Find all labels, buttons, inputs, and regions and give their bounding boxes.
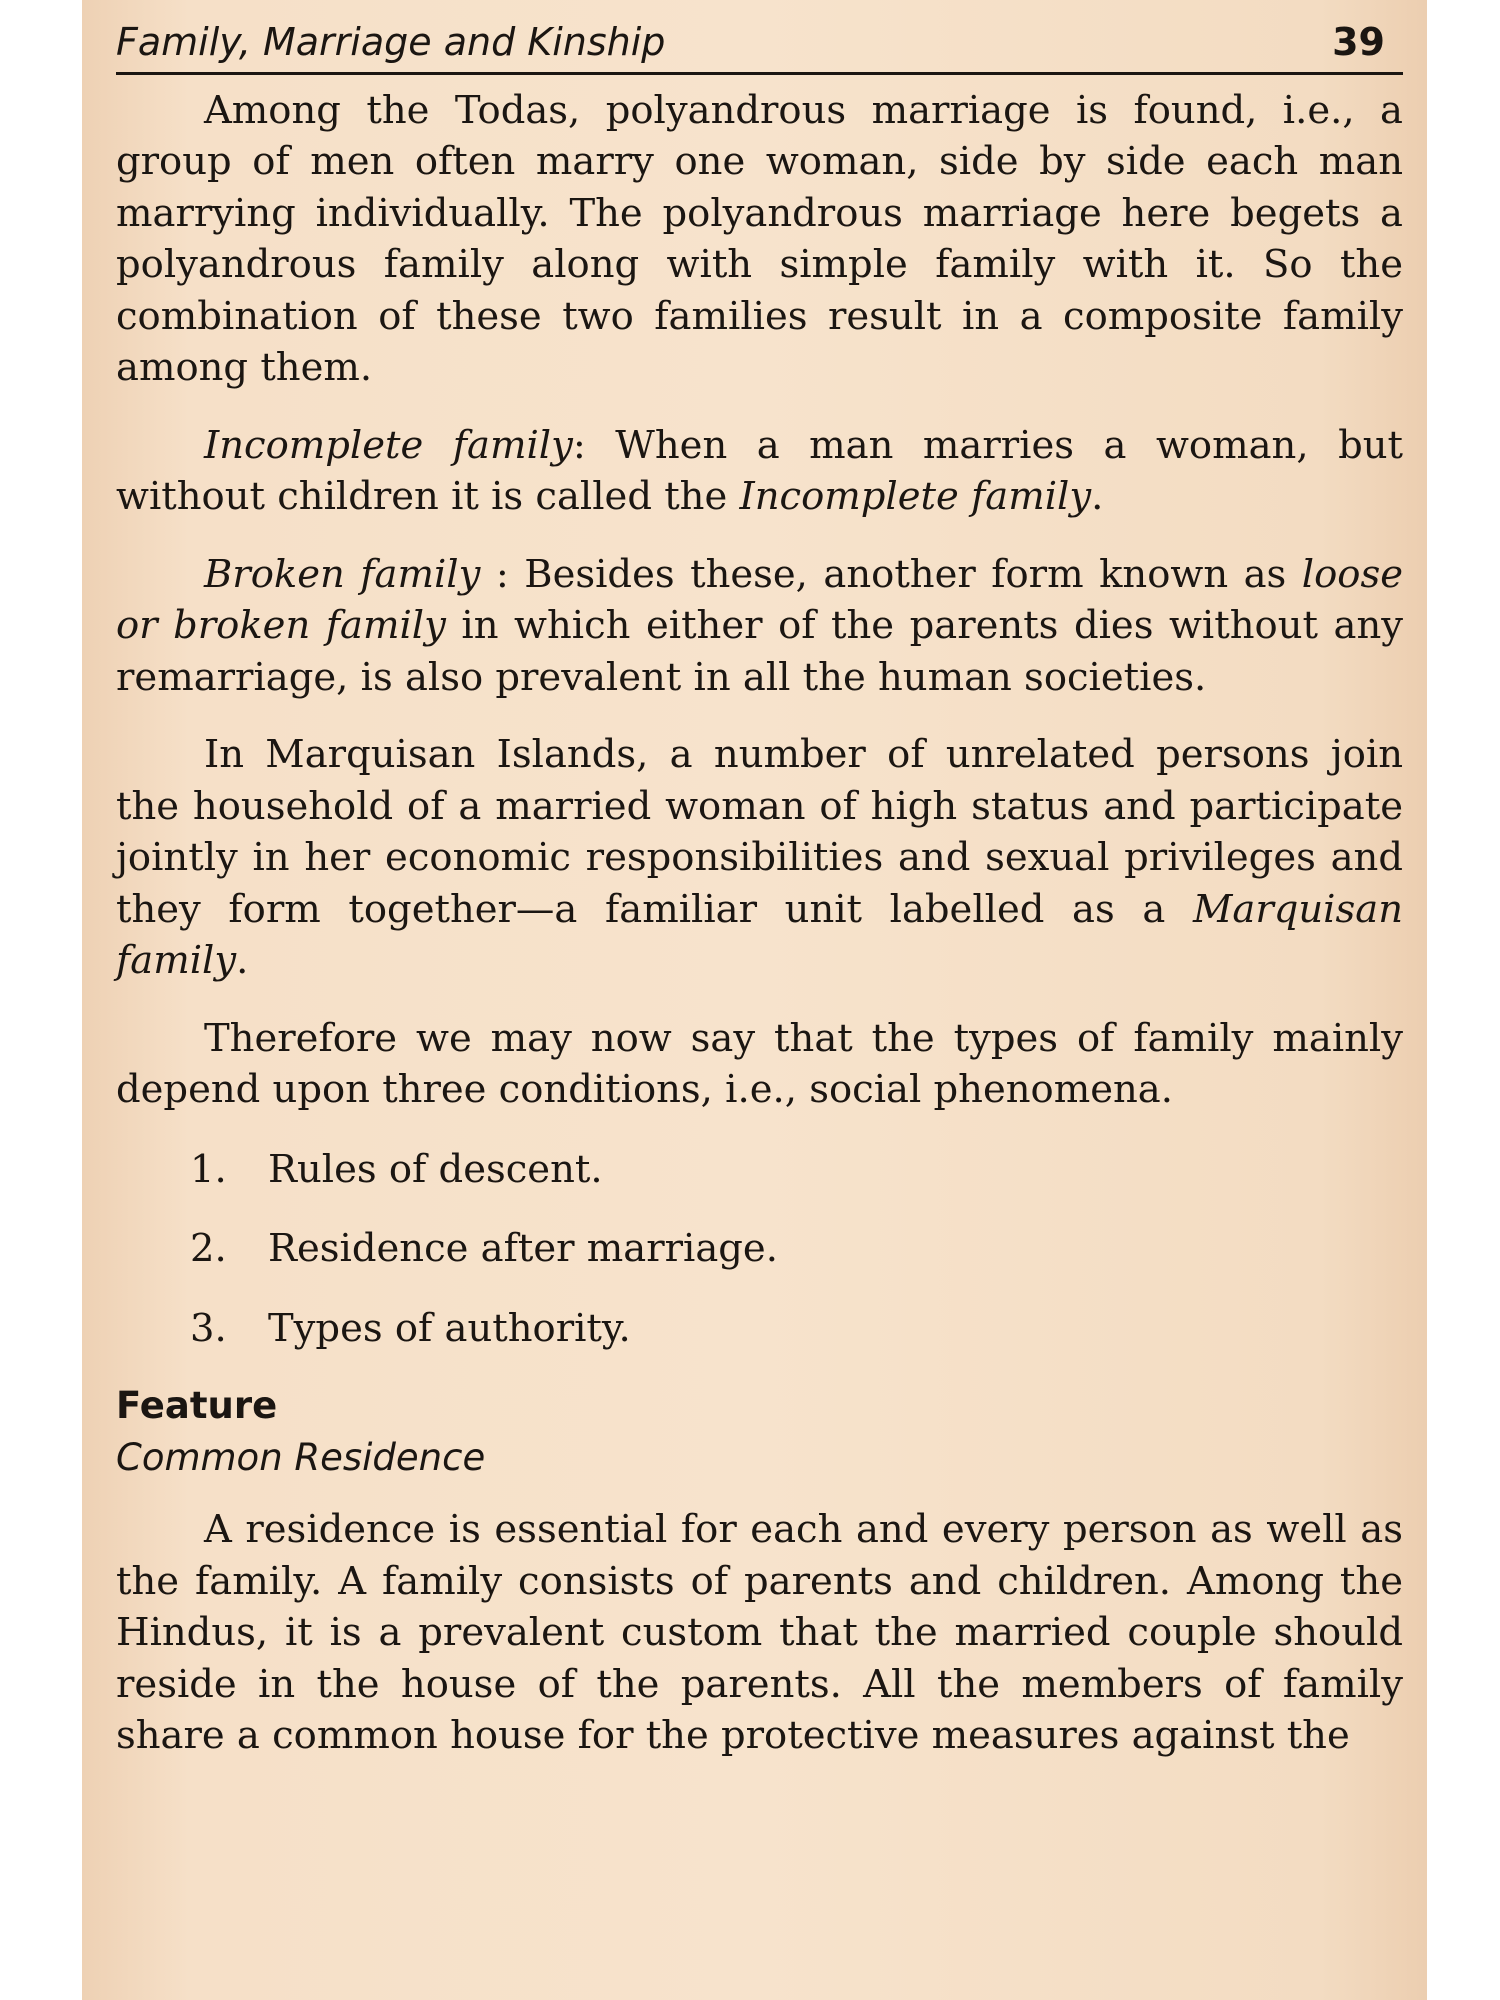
term-loose-broken-family: loose or broken family bbox=[116, 551, 1404, 649]
section-heading-feature: Feature bbox=[116, 1384, 278, 1428]
term-incomplete-family-2: Incomplete family bbox=[739, 474, 1092, 520]
list-item bbox=[190, 1144, 1403, 1196]
subheading-common-residence: Common Residence bbox=[116, 1436, 486, 1480]
list-number: 1. bbox=[190, 1146, 227, 1192]
paragraph-broken-family bbox=[116, 549, 1403, 704]
list-item bbox=[190, 1223, 1403, 1275]
broken-family-text-1: : Besides these, another form known as bbox=[480, 551, 1302, 597]
paragraph-therefore: Therefore we may now say that the types of family mainly depend upon three conditions, i.e., social phenomena. bbox=[116, 1015, 1403, 1113]
list-number: 2. bbox=[190, 1226, 227, 1272]
book-page bbox=[82, 0, 1427, 2000]
list-text: Rules of descent. bbox=[268, 1146, 603, 1192]
list-item bbox=[190, 1303, 1403, 1355]
paragraph-todas: Among the Todas, polyandrous marriage is found, i.e., a group of men often marry one woman, side by side each man marrying individually. The polyandrous marriage here begets a polyandrous family along with simple family with it. So the combination of these two families result in a composite family among them. bbox=[116, 87, 1403, 391]
page-body bbox=[116, 85, 1403, 1762]
term-incomplete-family: Incomplete family bbox=[204, 422, 573, 468]
paragraph-marquisan bbox=[116, 729, 1403, 987]
paragraph-common-residence: A residence is essential for each and every person as well as the family. A family consists of parents and children. Among the Hindus, it is a prevalent custom that the married couple should reside in the house of the parents. All the members of family share a common house for the protective measures against the bbox=[116, 1507, 1403, 1759]
running-head bbox=[116, 22, 1403, 75]
broken-family-text-2: in which either of the parents dies without any remarriage, is also prevalent in all the human societies. bbox=[116, 603, 1403, 700]
list-text: Types of authority. bbox=[268, 1305, 631, 1351]
incomplete-family-end: . bbox=[1091, 474, 1104, 520]
chapter-title: Family, Marriage and Kinship bbox=[116, 20, 666, 64]
incomplete-family-text: : When a man marries a woman, but without children it is called the bbox=[116, 422, 1403, 520]
marquisan-text: In Marquisan Islands, a number of unrelated persons join the household of a married woman of high status and participate jointly in her economic responsibilities and sexual privileges and they form together—a familiar unit labelled as a bbox=[116, 732, 1403, 932]
paragraph-incomplete-family bbox=[116, 420, 1403, 523]
term-marquisan-family: Marquisan family bbox=[116, 886, 1403, 984]
marquisan-end: . bbox=[236, 938, 249, 984]
page-number: 39 bbox=[1332, 20, 1385, 64]
list-text: Residence after marriage. bbox=[268, 1226, 778, 1272]
list-number: 3. bbox=[190, 1305, 227, 1351]
term-broken-family: Broken family bbox=[204, 551, 481, 597]
conditions-list bbox=[116, 1144, 1403, 1355]
